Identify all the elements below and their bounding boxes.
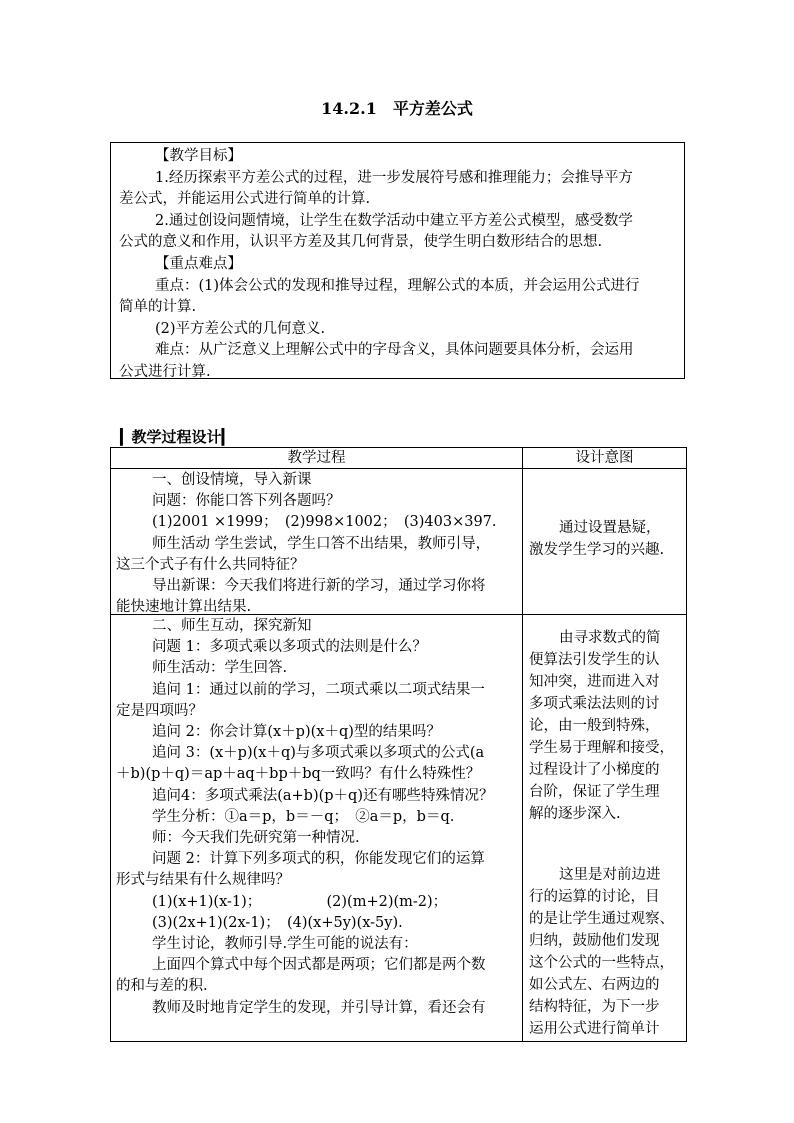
process-cell-1 [111, 469, 523, 615]
key-point-1-line-2: 简单的计算. [119, 299, 197, 316]
text-line: 这三个式子有什么共同特征？ [116, 556, 305, 573]
text-line: 上面四个算式中每个因式都是两项；它们都是两个数 [152, 957, 486, 974]
text-line: 能快速地计算出结果. [116, 599, 252, 615]
process-cell-2 [111, 615, 523, 1042]
text-line: 多项式乘法法则的讨 [529, 696, 660, 712]
text-line: 学生讨论，教师引导.学生可能的说法有： [152, 936, 418, 953]
difficulty-line-2: 公式进行计算. [119, 363, 211, 380]
intent-cell-1 [523, 469, 687, 615]
text-line: 如公式左、右两边的 [529, 977, 660, 993]
text-line: 二、师生互动，探究新知 [152, 618, 312, 634]
text-line: (1)(x+1)(x-1)； (2)(m+2)(m-2)； [152, 893, 448, 910]
process-table [110, 447, 687, 1042]
table-row [111, 615, 687, 1042]
text-line: 这里是对前边进 [559, 867, 661, 883]
text-line: 行的运算的讨论，目 [529, 889, 660, 905]
text-line: 导出新课：今天我们将进行新的学习，通过学习你将 [152, 578, 486, 595]
text-line: 追问 3：(x＋p)(x＋q)与多项式乘以多项式的公式(a [152, 745, 485, 762]
text-line: 由寻求数式的简 [559, 630, 661, 646]
text-line: 的和与差的积. [116, 978, 208, 995]
col-header-intent: 设计意图 [523, 448, 687, 469]
objective-1-line-2: 差公式，并能运用公式进行简单的计算. [119, 191, 371, 208]
text-line: 师生活动：学生回答. [152, 660, 288, 677]
page-title: 14.2.1 平方差公式 [321, 99, 473, 118]
process-heading: ▎教学过程设计▎ [120, 428, 234, 446]
text-line: 师：今天我们先研究第一种情况. [152, 830, 360, 847]
text-line: 通过设置悬疑， [559, 520, 661, 536]
table-header-row [111, 448, 687, 469]
col-header-process: 教学过程 [111, 448, 523, 469]
text-line: (1)2001 ×1999； (2)998×1002； (3)403×397. [152, 514, 497, 531]
text-line: 台阶，保证了学生理 [529, 784, 660, 800]
objectives-heading: 【教学目标】 [155, 148, 242, 164]
objective-2-line-1: 2.通过创设问题情境，让学生在数学活动中建立平方差公式模型，感受数学 [155, 212, 633, 229]
text-line: 形式与结果有什么规律吗？ [116, 872, 290, 889]
key-point-2: (2)平方差公式的几何意义. [155, 320, 326, 337]
text-line: 过程设计了小梯度的 [529, 762, 660, 778]
text-line: 问题 2：计算下列多项式的积，你能发现它们的运算 [152, 851, 485, 868]
difficulty-line-1: 难点：从广泛意义上理解公式中的字母含义，具体问题要具体分析，会运用 [155, 342, 634, 359]
text-line: 定是四项吗？ [116, 702, 203, 719]
objectives-box [110, 142, 685, 379]
objective-2-line-2: 公式的意义和作用，认识平方差及其几何背景，使学生明白数形结合的思想. [119, 234, 603, 251]
text-line: 一、创设情境，导入新课 [152, 472, 312, 488]
text-line: 师生活动 学生尝试，学生口答不出结果，教师引导， [152, 535, 491, 552]
text-line: 激发学生学习的兴趣. [529, 542, 665, 558]
text-line: 论，由一般到特殊， [529, 718, 660, 734]
text-line: 解的逐步深入. [529, 806, 621, 822]
text-line: 问题 1：多项式乘以多项式的法则是什么？ [152, 639, 427, 656]
text-line: 追问 2：你会计算(x＋p)(x＋q)型的结果吗？ [152, 724, 441, 741]
key-point-1-line-1: 重点：(1)体会公式的发现和推导过程，理解公式的本质，并会运用公式进行 [155, 277, 640, 294]
text-line: 问题：你能口答下列各题吗？ [152, 493, 341, 510]
text-line: ＋b)(p＋q)＝ap＋aq＋bp＋bq一致吗？有什么特殊性？ [116, 766, 481, 783]
text-line: 学生分析：①a＝p，b＝－q； ②a＝p，b＝q. [152, 808, 455, 825]
text-line: 运用公式进行简单计 [529, 1021, 660, 1037]
text-line: 的是让学生通过观察、 [529, 911, 674, 927]
objective-1-line-1: 1.经历探索平方差公式的过程，进一步发展符号感和推理能力；会推导平方 [155, 169, 633, 186]
text-line: 知冲突，进而进入对 [529, 674, 660, 690]
text-line: 便算法引发学生的认 [529, 652, 660, 668]
table-row [111, 469, 687, 615]
text-line: 追问4：多项式乘法(a+b)(p＋q)还有哪些特殊情况？ [152, 787, 494, 804]
text-line: 教师及时地肯定学生的发现，并引导计算，看还会有 [152, 999, 486, 1016]
text-line: 追问 1：通过以前的学习，二项式乘以二项式结果一 [152, 681, 485, 698]
text-line: 这个公式的一些特点， [529, 955, 674, 971]
text-line: 结构特征，为下一步 [529, 999, 660, 1015]
intent-cell-2 [523, 615, 687, 1042]
text-line: (3)(2x+1)(2x-1)； (4)(x+5y)(x-5y). [152, 914, 403, 931]
text-line: 学生易于理解和接受， [529, 740, 674, 756]
key-points-heading: 【重点难点】 [155, 255, 242, 272]
text-line: 归纳，鼓励他们发现 [529, 933, 660, 949]
